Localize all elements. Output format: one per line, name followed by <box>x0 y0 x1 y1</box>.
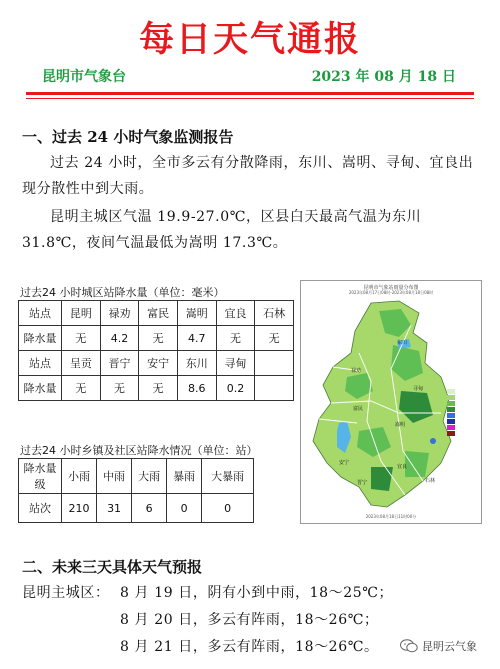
section1-heading: 一、过去 24 小时气象监测报告 <box>22 128 234 146</box>
header-rule-thick <box>26 92 474 95</box>
table-cell: 降水量 <box>19 326 62 351</box>
table-cell: 站点 <box>19 351 62 376</box>
legend-swatch <box>447 425 455 430</box>
table-cell: 大雨 <box>132 459 167 494</box>
table-cell: 呈贡 <box>62 351 101 376</box>
map-subtitle: 2023年08月17日08时-2023年08月18日08时 <box>348 290 434 295</box>
table-cell: 无 <box>100 376 139 401</box>
map-label-jinning: 晋宁 <box>357 480 368 486</box>
table-cell: 晋宁 <box>100 351 139 376</box>
table-cell: 站次 <box>19 494 62 523</box>
section1-para1: 过去 24 小时，全市多云有分散降雨，东川、嵩明、寻甸、宜良出现分散性中到大雨。 <box>22 155 474 197</box>
table-cell: 31 <box>97 494 132 523</box>
map-label-yiliang: 宜良 <box>397 464 408 470</box>
wechat-icon <box>400 639 418 653</box>
map-label-songming: 嵩明 <box>395 422 406 428</box>
map-title: 昆明市气象站雨量分布图 <box>363 285 419 291</box>
table-cell: 无 <box>139 376 178 401</box>
map-label-anning: 安宁 <box>339 460 350 466</box>
station-table-caption: 过去24 小时乡镇及社区站降水情况（单位：站） <box>20 444 258 457</box>
table-cell: 8.6 <box>177 376 216 401</box>
wechat-watermark <box>400 638 477 654</box>
table-row <box>19 351 294 376</box>
forecast-line-1: 8 月 19 日，阴有小到中雨，18～25℃； <box>120 585 394 601</box>
legend-swatch <box>447 413 455 418</box>
forecast-line-3: 8 月 21 日，多云有阵雨，18～26℃。 <box>120 639 379 655</box>
forecast-prefix: 昆明主城区： <box>22 585 110 601</box>
agency-name: 昆明市气象台 <box>42 69 126 85</box>
header-rule-thin <box>26 98 474 99</box>
table-cell: 大暴雨 <box>202 459 254 494</box>
table-cell: 石林 <box>255 301 294 326</box>
section1-para2: 昆明主城区气温 19.9-27.0℃，区县白天最高气温为东川 31.8℃，夜间气温最低为嵩明 17.3℃。 <box>22 209 422 251</box>
legend-swatch <box>447 431 455 436</box>
legend-swatch <box>447 389 455 394</box>
table-cell: 富民 <box>139 301 178 326</box>
table-row <box>19 301 294 326</box>
table-cell: 宜良 <box>216 301 255 326</box>
table-cell: 中雨 <box>97 459 132 494</box>
map-heavy-rain-spot <box>430 438 436 444</box>
table-cell: 无 <box>62 376 101 401</box>
section2-heading: 二、未来三天具体天气预报 <box>22 558 203 576</box>
rain-table-caption: 过去24 小时城区站降水量（单位：毫米） <box>20 286 225 299</box>
table-cell <box>255 376 294 401</box>
table-cell: 无 <box>62 326 101 351</box>
table-row <box>19 459 254 494</box>
table-cell: 0.2 <box>216 376 255 401</box>
table-cell: 小雨 <box>62 459 97 494</box>
table-cell <box>255 351 294 376</box>
map-graphic <box>301 281 481 523</box>
legend-swatch <box>447 395 455 400</box>
table-cell: 站点 <box>19 301 62 326</box>
map-footer: 2023年08月18日11时00分 <box>365 514 417 519</box>
legend-swatch <box>447 401 455 406</box>
table-cell: 210 <box>62 494 97 523</box>
table-cell: 4.2 <box>100 326 139 351</box>
legend-swatch <box>447 419 455 424</box>
map-label-fumin: 富民 <box>353 406 364 412</box>
table-row <box>19 376 294 401</box>
table-cell: 降水量级 <box>19 459 62 494</box>
table-cell: 6 <box>132 494 167 523</box>
table-row <box>19 326 294 351</box>
map-label-shilin: 石林 <box>425 478 436 484</box>
map-label-luquan: 禄劝 <box>351 368 362 374</box>
table-cell: 昆明 <box>62 301 101 326</box>
table-cell: 暴雨 <box>167 459 202 494</box>
table-cell: 无 <box>255 326 294 351</box>
table-cell: 0 <box>167 494 202 523</box>
table-cell: 0 <box>202 494 254 523</box>
forecast-line-2: 8 月 20 日，多云有阵雨，18～26℃； <box>120 612 379 628</box>
report-title: 每日天气通报 <box>138 19 361 60</box>
table-cell: 嵩明 <box>177 301 216 326</box>
table-cell: 4.7 <box>177 326 216 351</box>
station-table <box>18 458 254 523</box>
table-row <box>19 494 254 523</box>
legend-swatch <box>447 407 455 412</box>
table-cell: 降水量 <box>19 376 62 401</box>
table-cell: 安宁 <box>139 351 178 376</box>
map-legend <box>447 389 455 436</box>
map-label-dongchuan: 东川 <box>397 340 408 346</box>
rain-table <box>18 300 294 401</box>
map-region-shape <box>405 451 429 477</box>
table-cell: 寻甸 <box>216 351 255 376</box>
rainfall-map <box>300 280 482 524</box>
table-cell: 东川 <box>177 351 216 376</box>
table-cell: 无 <box>216 326 255 351</box>
watermark-text: 昆明云气象 <box>422 640 477 653</box>
table-cell: 禄劝 <box>100 301 139 326</box>
report-date: 2023 年 08 月 18 日 <box>311 69 456 85</box>
map-label-xundian: 寻甸 <box>413 386 424 392</box>
table-cell: 无 <box>139 326 178 351</box>
